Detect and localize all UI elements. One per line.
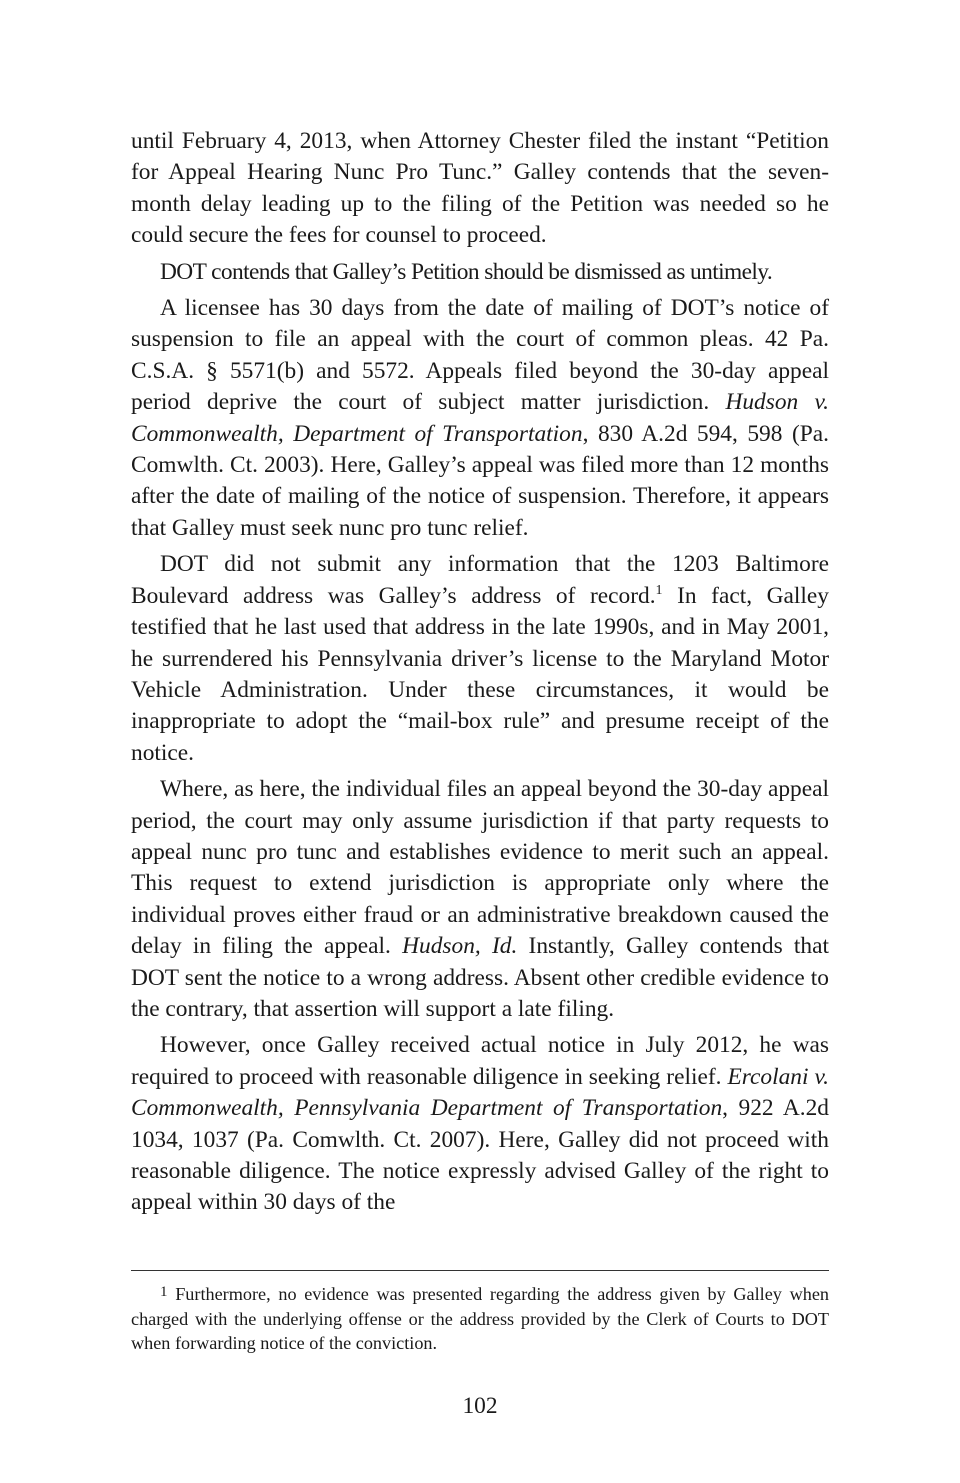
paragraph-3-text-cont: , 830 A.2d 594, 598 (Pa. Comwlth. Ct. 2003). Here, Galley’s appeal was filed more than 12 months after the date of mailing of the notice of suspension. Therefore, it appears that Galley must seek nunc pro tunc relief. <box>131 420 829 541</box>
paragraph-2 <box>131 257 829 288</box>
case-citation-ercolani: Ercolani v. Commonwealth, Pennsylvania Department of Transportation <box>131 1063 830 1122</box>
paragraph-4 <box>131 549 829 769</box>
case-citation-hudson: Hudson v. Commonwealth, Department of Transportation <box>131 389 829 447</box>
paragraph-6-text: However, once Galley received actual notice in July 2012, he was required to proceed with reasonable diligence in seeking relief. <box>131 1032 829 1090</box>
paragraph-5-text-cont: Instantly, Galley contends that DOT sent the notice to a wrong address. Absent other credible evidence to the contrary, that assertion will support a late filing. <box>131 933 829 1022</box>
footnote-marker: 1 <box>160 1284 168 1300</box>
paragraph-4-text-cont: In fact, Galley testified that he last used that address in the late 1990s, and in May 2001, he surrendered his Pennsylvania driver’s license to the Maryland Motor Vehicle Administration. Under these circumstances, it would be inappropriate to adopt the “mail-box rule” and presume receipt of the notice. <box>131 582 829 766</box>
paragraph-1 <box>131 126 829 252</box>
footnote-reference: 1 <box>655 582 663 598</box>
footnote <box>131 1282 829 1356</box>
paragraph-6 <box>131 1030 829 1218</box>
body-text <box>131 126 829 1224</box>
paragraph-2-text: DOT contends that Galley’s Petition should be dismissed as untimely. <box>160 258 773 285</box>
footnote-paragraph <box>131 1282 829 1356</box>
paragraph-3 <box>131 293 829 544</box>
footnote-divider <box>131 1270 829 1271</box>
case-citation-hudson-id: Hudson, Id. <box>402 933 518 960</box>
footnote-text: Furthermore, no evidence was presented regarding the address given by Galley when charged with the underlying offense or the address provided by the Clerk of Courts to DOT when forwarding notice of the conviction. <box>131 1284 829 1354</box>
paragraph-5 <box>131 774 829 1025</box>
paragraph-6-text-cont: , 922 A.2d 1034, 1037 (Pa. Comwlth. Ct. 2007). Here, Galley did not proceed with reasonable diligence. The notice expressly advised Galley of the right to appeal within 30 days of the <box>131 1095 829 1216</box>
page-number: 102 <box>462 1393 498 1419</box>
paragraph-5-text: Where, as here, the individual files an appeal beyond the 30-day appeal period, the court may only assume jurisdiction if that party requests to appeal nunc pro tunc and establishes evidence to merit such an appeal. This request to extend jurisdiction is appropriate only where the individual proves either fraud or an administrative breakdown caused the delay in filing the appeal. <box>131 776 829 960</box>
paragraph-1-text: until February 4, 2013, when Attorney Chester filed the instant “Petition for Appeal Hearing Nunc Pro Tunc.” Galley contends that the seven-month delay leading up to the filing of the Petition was needed so he could secure the fees for counsel to proceed. <box>131 128 829 249</box>
paragraph-4-text: DOT did not submit any information that the 1203 Baltimore Boulevard address was Galley’s address of record. <box>131 551 829 609</box>
paragraph-3-text: A licensee has 30 days from the date of mailing of DOT’s notice of suspension to file an appeal with the court of common pleas. 42 Pa. C.S.A. § 5571(b) and 5572. Appeals filed beyond the 30-day appeal period deprive the court of subject matter jurisdiction. <box>131 295 829 416</box>
